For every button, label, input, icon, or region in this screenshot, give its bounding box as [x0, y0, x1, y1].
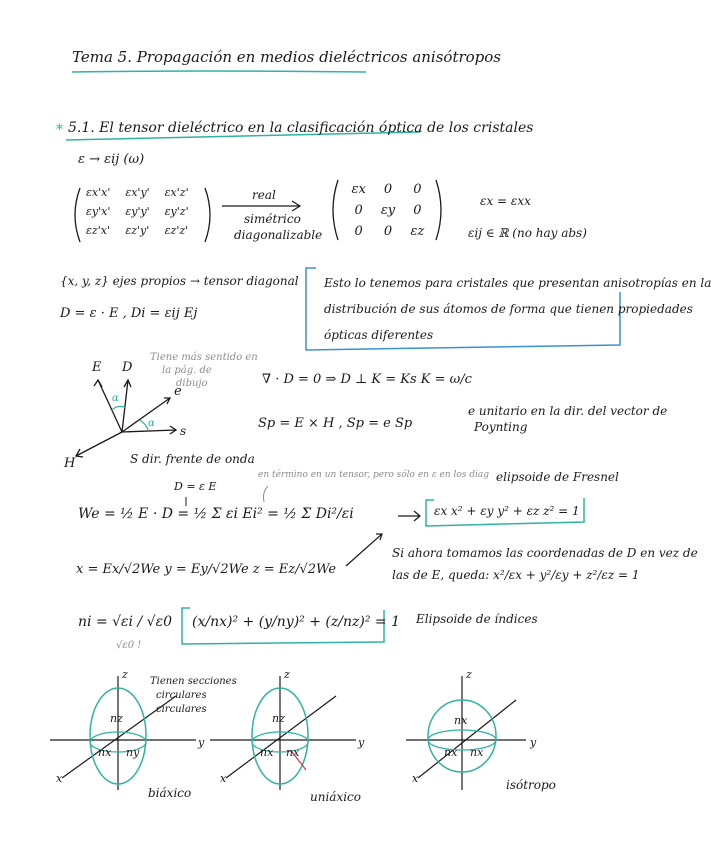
eps-real-eq: εij ∈ ℝ (no hay abs)	[468, 226, 587, 240]
arrow-label-symmetric: simétrico	[244, 212, 301, 226]
label-z-3: z	[466, 668, 472, 681]
diag-cell: 0	[383, 182, 393, 197]
arrow-label-diag: diagonalizable	[234, 228, 323, 242]
grey-note-arrow	[264, 486, 269, 502]
D-equation: D = ε · E , Di = εij Ej	[60, 306, 198, 321]
matrix-cell: εy'y'	[125, 205, 150, 218]
wavefront-note: S dir. frente de onda	[130, 452, 255, 466]
grey-note-1: Tiene más sentido en	[150, 352, 258, 363]
section-heading: 5.1. El tensor dieléctrico en la clasificación óptica de los cristales	[68, 120, 534, 136]
label-D: D	[122, 360, 133, 375]
tensor-map: ε → εij (ω)	[78, 152, 145, 167]
label-y-1: y	[198, 736, 205, 749]
diag-cell: εy	[380, 203, 396, 218]
ni-eq: ni = √εi / √ε0	[78, 614, 172, 630]
circ-note-3: circulares	[156, 704, 207, 715]
ni-note: √ε0 !	[116, 640, 142, 651]
unit-e-note-1: e unitario en la dir. del vector de	[468, 404, 668, 418]
si-ahora-2: las de E, queda: x²/εx + y²/εy + z²/εz = 1	[392, 568, 640, 582]
matrix-cell: εz'z'	[164, 224, 189, 237]
ellipsoid-uniaxic	[210, 676, 356, 790]
label-E: E	[92, 360, 102, 375]
grey-note-3: dibujo	[176, 378, 208, 389]
energy-eq: We = ½ E · D = ½ Σ εi Ei² = ½ Σ Di²/εi	[78, 506, 354, 522]
box-line-2: distribución de sus átomos de forma que tienen propiedades	[324, 302, 693, 316]
box-line-1: Esto lo tenemos para cristales que presentan anisotropías en la	[324, 276, 711, 290]
angle-label-1: α	[112, 393, 119, 404]
matrix-left-bracket-r	[205, 188, 210, 242]
angle-label-2: α	[148, 418, 155, 429]
unit-e-note-2: Poynting	[474, 420, 528, 434]
angle-arc-1	[112, 406, 126, 410]
label-y-3: y	[530, 736, 537, 749]
title-underline	[72, 71, 366, 72]
grey-note-tensor: en término en un tensor, pero sólo en ε en los diag	[258, 470, 490, 480]
type-isotropic: isótropo	[506, 778, 556, 792]
type-biaxic: biáxico	[148, 786, 192, 800]
page-title: Tema 5. Propagación en medios dieléctricos anisótropos	[72, 48, 502, 66]
arrow-label-real: real	[252, 188, 276, 202]
label-e: e	[174, 384, 182, 399]
matrix-cell: εx'x'	[86, 186, 111, 199]
diag-cell: 0	[413, 182, 422, 197]
diag-cell: εx	[351, 182, 366, 197]
matrix-cell: εx'z'	[164, 186, 189, 199]
label-y-2: y	[358, 736, 365, 749]
matrix-cell: εz'x'	[86, 224, 110, 237]
label-x-1: x	[56, 772, 63, 785]
axes-note: {x, y, z} ejes propios → tensor diagonal	[60, 274, 299, 288]
diag-right-bracket	[436, 180, 441, 240]
vector-diagram	[76, 380, 176, 457]
eps-x-eq: εx = εxx	[480, 194, 531, 208]
vec-D-arrow	[122, 380, 128, 432]
circ-note-2: circulares	[156, 690, 207, 701]
matrix-cell: εy'x'	[86, 205, 111, 218]
matrix-diag	[344, 182, 432, 239]
orth-eq: ∇ · D = 0 ⇒ D ⊥ K = Ks K = ω/c	[262, 372, 472, 387]
label-nx-3a: nx	[454, 714, 468, 727]
box-line-3: ópticas diferentes	[324, 328, 434, 342]
xyz-eq: x = Ex/√2We y = Ey/√2We z = Ez/√2We	[76, 562, 337, 577]
diag-cell: 0	[354, 224, 363, 239]
label-nz-2: nz	[272, 712, 285, 725]
arrow-si-ahora	[346, 534, 382, 566]
label-z-1: z	[122, 668, 128, 681]
label-nz-1: nz	[110, 712, 123, 725]
diag-cell: 0	[354, 203, 363, 218]
label-x-3: x	[412, 772, 419, 785]
label-H: H	[64, 456, 76, 471]
vec-H-arrow	[76, 432, 122, 456]
fresnel-label: elipsoide de Fresnel	[496, 470, 619, 484]
index-eq: (x/nx)² + (y/ny)² + (z/nz)² = 1	[192, 614, 400, 630]
label-nx-1: nx	[98, 746, 112, 759]
label-nx-3b: nx	[444, 746, 458, 759]
real-arrow	[222, 201, 300, 211]
matrix-cell: εy'z'	[164, 205, 189, 218]
matrix-full	[86, 186, 204, 237]
diag-cell: 0	[413, 203, 422, 218]
type-uniaxic: uniáxico	[310, 790, 361, 804]
label-ny-2: nx	[286, 746, 300, 759]
angle-arc-2	[140, 420, 148, 430]
diag-cell: εz	[410, 224, 425, 239]
si-ahora-1: Si ahora tomamos las coordenadas de D en vez de	[392, 546, 698, 560]
index-label: Elipsoide de índices	[416, 612, 538, 626]
grey-note-2: la pág. de	[162, 365, 212, 376]
label-s: s	[180, 424, 187, 438]
arrow-to-fresnel	[398, 511, 420, 521]
label-x-2: x	[220, 772, 227, 785]
poynting-eq: Sp = E × H , Sp = e Sp	[258, 416, 413, 431]
vec-s-arrow	[122, 430, 176, 432]
matrix-cell: εx'y'	[125, 186, 150, 199]
label-z-2: z	[284, 668, 290, 681]
label-nx-3c: nx	[470, 746, 484, 759]
diag-cell: 0	[383, 224, 393, 239]
matrix-left-bracket	[75, 188, 80, 242]
label-nx-2: nx	[260, 746, 274, 759]
bullet-star-icon: *	[56, 122, 63, 138]
circ-note-1: Tienen secciones	[150, 676, 237, 687]
D-eps-E: D = ε E	[174, 480, 217, 493]
matrix-cell: εz'y'	[125, 224, 150, 237]
diag-left-bracket	[333, 180, 338, 240]
sphere-isotropic	[406, 676, 526, 790]
fresnel-eq: εx x² + εy y² + εz z² = 1	[434, 504, 580, 518]
label-ny-1: ny	[126, 746, 140, 759]
